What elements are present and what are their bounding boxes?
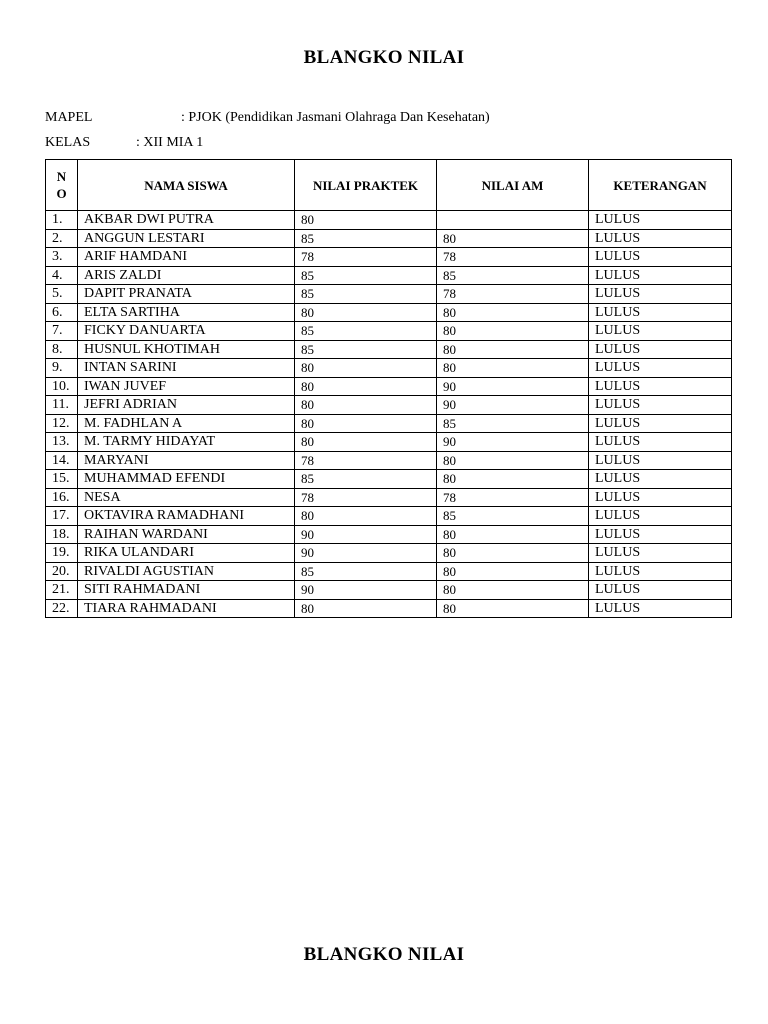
cell-am: 90 <box>437 377 589 396</box>
table-row <box>46 562 732 581</box>
header-no <box>46 160 78 211</box>
cell-name: JEFRI ADRIAN <box>78 396 295 415</box>
header-name: NAMA SISWA <box>78 160 295 211</box>
cell-name: ARIS ZALDI <box>78 266 295 285</box>
cell-praktek: 80 <box>295 414 437 433</box>
cell-no: 22. <box>46 599 78 618</box>
cell-name: SITI RAHMADANI <box>78 581 295 600</box>
cell-no: 10. <box>46 377 78 396</box>
cell-am: 80 <box>437 229 589 248</box>
cell-am: 85 <box>437 266 589 285</box>
cell-no: 18. <box>46 525 78 544</box>
cell-am: 85 <box>437 414 589 433</box>
cell-no: 5. <box>46 285 78 304</box>
cell-praktek: 85 <box>295 340 437 359</box>
cell-am: 80 <box>437 525 589 544</box>
cell-praktek: 80 <box>295 507 437 526</box>
cell-name: AKBAR DWI PUTRA <box>78 211 295 230</box>
cell-am: 85 <box>437 507 589 526</box>
table-row <box>46 525 732 544</box>
cell-praktek: 85 <box>295 229 437 248</box>
cell-keterangan: LULUS <box>589 211 732 230</box>
cell-praktek: 80 <box>295 359 437 378</box>
cell-name: ARIF HAMDANI <box>78 248 295 267</box>
cell-praktek: 85 <box>295 470 437 489</box>
cell-keterangan: LULUS <box>589 562 732 581</box>
cell-keterangan: LULUS <box>589 377 732 396</box>
cell-am: 80 <box>437 359 589 378</box>
cell-am: 80 <box>437 599 589 618</box>
header-keterangan: KETERANGAN <box>589 160 732 211</box>
cell-name: INTAN SARINI <box>78 359 295 378</box>
cell-keterangan: LULUS <box>589 433 732 452</box>
table-row <box>46 470 732 489</box>
table-row <box>46 211 732 230</box>
cell-am: 78 <box>437 488 589 507</box>
table-row <box>46 266 732 285</box>
cell-name: HUSNUL KHOTIMAH <box>78 340 295 359</box>
cell-am: 80 <box>437 303 589 322</box>
cell-no: 12. <box>46 414 78 433</box>
cell-am: 80 <box>437 562 589 581</box>
cell-keterangan: LULUS <box>589 507 732 526</box>
cell-keterangan: LULUS <box>589 303 732 322</box>
cell-keterangan: LULUS <box>589 340 732 359</box>
cell-name: ELTA SARTIHA <box>78 303 295 322</box>
class-label: KELAS <box>45 135 91 150</box>
cell-am: 80 <box>437 451 589 470</box>
cell-keterangan: LULUS <box>589 414 732 433</box>
cell-praktek: 80 <box>295 211 437 230</box>
table-row <box>46 377 732 396</box>
cell-am: 80 <box>437 581 589 600</box>
class-row <box>45 135 203 151</box>
table-row <box>46 433 732 452</box>
cell-am: 80 <box>437 340 589 359</box>
table-row <box>46 581 732 600</box>
cell-praktek: 80 <box>295 377 437 396</box>
cell-praktek: 90 <box>295 525 437 544</box>
table-row <box>46 451 732 470</box>
cell-name: RIVALDI AGUSTIAN <box>78 562 295 581</box>
cell-no: 8. <box>46 340 78 359</box>
header-no-line1: N <box>56 169 67 184</box>
subject-row <box>45 110 490 126</box>
cell-am: 78 <box>437 248 589 267</box>
cell-praktek: 80 <box>295 599 437 618</box>
table-row <box>46 322 732 341</box>
cell-no: 2. <box>46 229 78 248</box>
cell-praktek: 80 <box>295 396 437 415</box>
cell-keterangan: LULUS <box>589 544 732 563</box>
cell-keterangan: LULUS <box>589 581 732 600</box>
table-row <box>46 396 732 415</box>
cell-am: 80 <box>437 322 589 341</box>
cell-praktek: 78 <box>295 488 437 507</box>
cell-am <box>437 211 589 230</box>
cell-am: 90 <box>437 433 589 452</box>
cell-praktek: 80 <box>295 433 437 452</box>
cell-keterangan: LULUS <box>589 525 732 544</box>
cell-name: RIKA ULANDARI <box>78 544 295 563</box>
cell-no: 1. <box>46 211 78 230</box>
cell-am: 78 <box>437 285 589 304</box>
cell-keterangan: LULUS <box>589 359 732 378</box>
table-row <box>46 340 732 359</box>
cell-keterangan: LULUS <box>589 599 732 618</box>
cell-no: 16. <box>46 488 78 507</box>
cell-praktek: 80 <box>295 303 437 322</box>
cell-praktek: 85 <box>295 562 437 581</box>
cell-no: 17. <box>46 507 78 526</box>
cell-name: RAIHAN WARDANI <box>78 525 295 544</box>
cell-keterangan: LULUS <box>589 248 732 267</box>
class-value: : XII MIA 1 <box>136 135 204 150</box>
cell-name: OKTAVIRA RAMADHANI <box>78 507 295 526</box>
cell-name: MARYANI <box>78 451 295 470</box>
cell-am: 90 <box>437 396 589 415</box>
table-row <box>46 303 732 322</box>
table-body <box>46 211 732 618</box>
cell-no: 7. <box>46 322 78 341</box>
cell-praktek: 90 <box>295 544 437 563</box>
cell-no: 19. <box>46 544 78 563</box>
cell-no: 20. <box>46 562 78 581</box>
table-row <box>46 248 732 267</box>
cell-no: 11. <box>46 396 78 415</box>
cell-am: 80 <box>437 470 589 489</box>
cell-name: ANGGUN LESTARI <box>78 229 295 248</box>
cell-no: 21. <box>46 581 78 600</box>
cell-keterangan: LULUS <box>589 322 732 341</box>
table-row <box>46 599 732 618</box>
cell-name: DAPIT PRANATA <box>78 285 295 304</box>
cell-praktek: 85 <box>295 266 437 285</box>
cell-keterangan: LULUS <box>589 229 732 248</box>
table-row <box>46 507 732 526</box>
cell-no: 9. <box>46 359 78 378</box>
grades-table <box>45 159 732 618</box>
cell-name: MUHAMMAD EFENDI <box>78 470 295 489</box>
cell-no: 13. <box>46 433 78 452</box>
subject-label: MAPEL <box>45 110 93 125</box>
next-page-title: BLANGKO NILAI <box>303 944 465 965</box>
cell-no: 6. <box>46 303 78 322</box>
cell-keterangan: LULUS <box>589 470 732 489</box>
cell-keterangan: LULUS <box>589 266 732 285</box>
cell-praktek: 90 <box>295 581 437 600</box>
cell-keterangan: LULUS <box>589 451 732 470</box>
page-title: BLANGKO NILAI <box>303 47 465 68</box>
cell-praktek: 78 <box>295 451 437 470</box>
header-no-line2: O <box>56 186 67 201</box>
cell-praktek: 78 <box>295 248 437 267</box>
cell-name: NESA <box>78 488 295 507</box>
cell-no: 3. <box>46 248 78 267</box>
table-row <box>46 488 732 507</box>
header-praktek: NILAI PRAKTEK <box>295 160 437 211</box>
header-am: NILAI AM <box>437 160 589 211</box>
cell-no: 4. <box>46 266 78 285</box>
cell-name: FICKY DANUARTA <box>78 322 295 341</box>
table-row <box>46 229 732 248</box>
cell-name: M. FADHLAN A <box>78 414 295 433</box>
cell-keterangan: LULUS <box>589 488 732 507</box>
cell-praktek: 85 <box>295 285 437 304</box>
table-header-row <box>46 160 732 211</box>
cell-keterangan: LULUS <box>589 285 732 304</box>
cell-name: TIARA RAHMADANI <box>78 599 295 618</box>
cell-name: IWAN JUVEF <box>78 377 295 396</box>
table-row <box>46 414 732 433</box>
table-row <box>46 544 732 563</box>
cell-no: 15. <box>46 470 78 489</box>
subject-value: : PJOK (Pendidikan Jasmani Olahraga Dan Kesehatan) <box>181 110 490 125</box>
cell-keterangan: LULUS <box>589 396 732 415</box>
cell-no: 14. <box>46 451 78 470</box>
cell-am: 80 <box>437 544 589 563</box>
cell-praktek: 85 <box>295 322 437 341</box>
table-row <box>46 359 732 378</box>
table-row <box>46 285 732 304</box>
cell-name: M. TARMY HIDAYAT <box>78 433 295 452</box>
